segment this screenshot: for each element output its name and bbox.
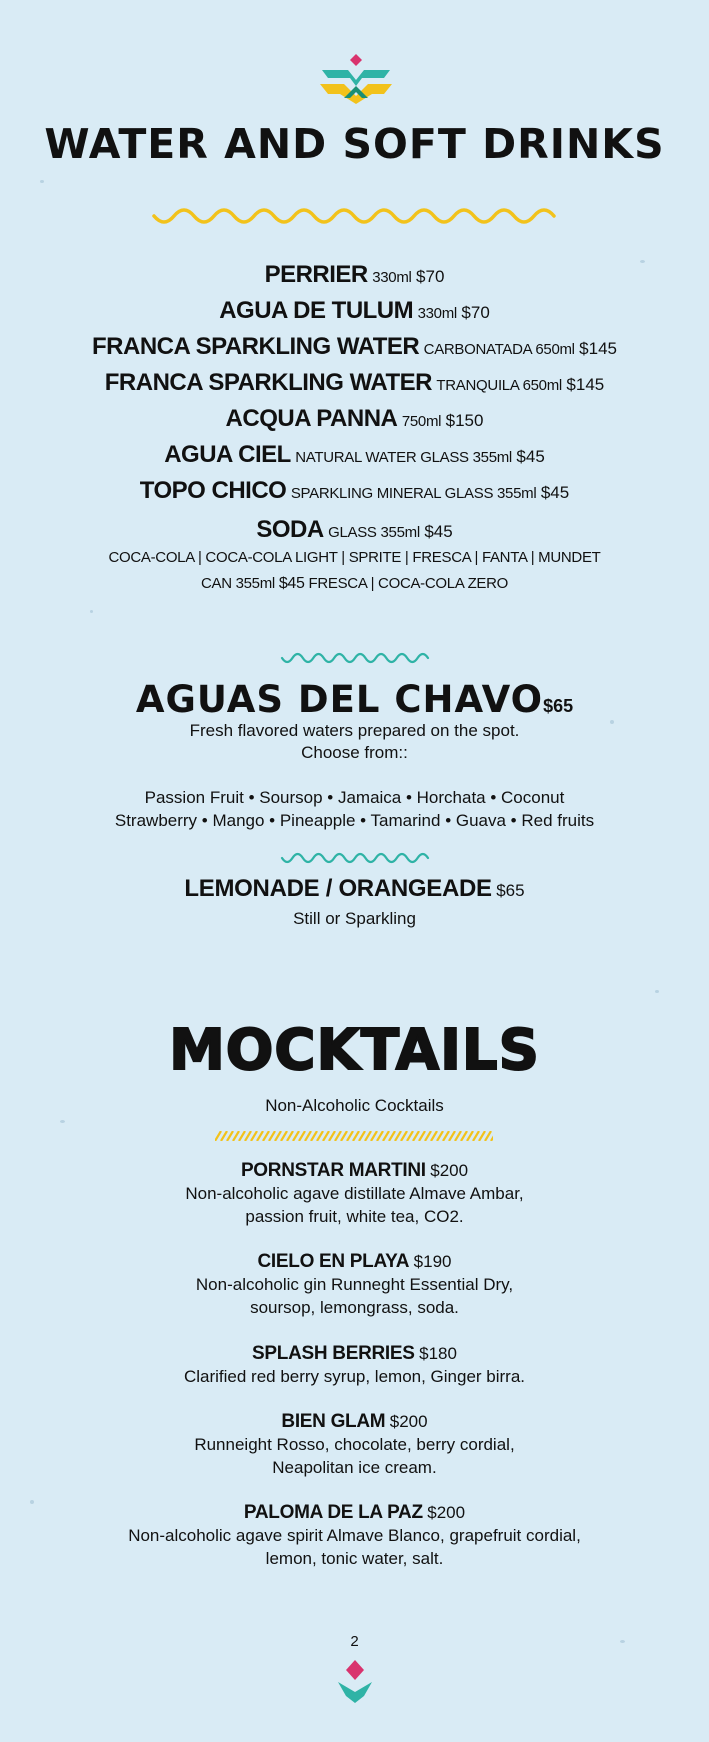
item-desc: 330ml (372, 269, 412, 286)
mocktail-desc-line: Non-alcoholic gin Runneght Essential Dry, (195, 1275, 514, 1294)
mocktail-price: $190 (413, 1252, 452, 1271)
soda-can-line (0, 571, 709, 597)
item-name: TOPO CHICO (139, 477, 287, 504)
lemonade-title: LEMONADE / ORANGEADE (184, 875, 492, 902)
aguas-desc-1: Fresh flavored waters prepared on the spot. (189, 721, 520, 740)
mocktail-desc-line: lemon, tonic water, salt. (265, 1549, 444, 1568)
aguas-flavors-1: Passion Fruit • Soursop • Jamaica • Horchata • Coconut (144, 788, 565, 807)
mocktails-title: MOCKTAILS (169, 1018, 540, 1083)
item-price: $150 (445, 411, 484, 430)
item-price: $70 (461, 303, 490, 322)
item-price: $145 (579, 339, 617, 358)
lemonade-price: $65 (496, 881, 525, 900)
background-speck (60, 1120, 65, 1123)
soda-item (0, 513, 709, 549)
aguas-price: $65 (543, 696, 574, 716)
mocktail-name: CIELO EN PLAYA (257, 1251, 410, 1272)
mocktail-desc-line: Neapolitan ice cream. (272, 1458, 437, 1477)
mocktail-name: SPLASH BERRIES (252, 1343, 415, 1364)
lemonade-desc: Still or Sparkling (293, 909, 416, 928)
soda-can-desc: CAN 355ml (200, 575, 275, 592)
item-desc: GLASS 355ml (328, 524, 420, 541)
background-speck (655, 990, 659, 993)
item-price: $45 (424, 522, 453, 541)
list-item (0, 1343, 709, 1388)
list-item (0, 294, 709, 330)
list-item (0, 1411, 709, 1479)
item-desc: 750ml (401, 413, 442, 430)
mocktail-price: $200 (427, 1503, 466, 1522)
mocktail-desc-line: passion fruit, white tea, CO2. (245, 1207, 464, 1226)
item-name: SODA (256, 516, 324, 543)
list-item (0, 438, 709, 474)
item-desc: CARBONATADA 650ml (423, 341, 575, 358)
item-desc: SPARKLING MINERAL GLASS 355ml (290, 485, 537, 502)
list-item (0, 1502, 709, 1570)
water-section-title: WATER AND SOFT DRINKS (44, 120, 665, 168)
mocktail-price: $200 (430, 1161, 469, 1180)
item-desc: TRANQUILA 650ml (436, 377, 562, 394)
background-speck (90, 610, 93, 613)
list-item (0, 330, 709, 366)
item-name: FRANCA SPARKLING WATER (92, 333, 420, 360)
mocktail-price: $200 (389, 1412, 428, 1431)
teal-wave-divider-icon (280, 652, 430, 664)
mocktail-name: BIEN GLAM (281, 1411, 386, 1432)
item-name: PERRIER (264, 261, 368, 288)
mocktail-desc-line: Clarified red berry syrup, lemon, Ginger birra. (183, 1367, 526, 1386)
list-item (0, 366, 709, 402)
mocktail-desc-line: Non-alcoholic agave spirit Almave Blanco, grapefruit cordial, (128, 1526, 581, 1545)
background-speck (40, 180, 44, 183)
item-price: $70 (416, 267, 445, 286)
item-price: $45 (516, 447, 545, 466)
item-name: AGUA CIEL (164, 441, 291, 468)
mocktail-price: $180 (419, 1344, 457, 1363)
list-item (0, 1160, 709, 1228)
item-desc: NATURAL WATER GLASS 355ml (295, 449, 512, 466)
item-name: AGUA DE TULUM (219, 297, 414, 324)
aguas-desc-2: Choose from:: (301, 743, 408, 762)
yellow-wave-divider-icon (152, 208, 556, 224)
list-item (0, 258, 709, 294)
aguas-flavors-2: Strawberry • Mango • Pineapple • Tamarind • Guava • Red fruits (114, 811, 595, 830)
list-item (0, 474, 709, 510)
yellow-hatch-divider-icon (215, 1131, 493, 1141)
mocktail-name: PALOMA DE LA PAZ (243, 1502, 423, 1523)
list-item (0, 1251, 709, 1319)
soda-brand-list: COCA-COLA | COCA-COLA LIGHT | SPRITE | FRESCA | FANTA | MUNDET (108, 549, 601, 566)
item-name: ACQUA PANNA (225, 405, 398, 432)
lemonade-title-line (0, 875, 709, 903)
bottom-logo-icon (336, 1658, 374, 1704)
item-name: FRANCA SPARKLING WATER (104, 369, 432, 396)
mocktail-desc-line: soursop, lemongrass, soda. (250, 1298, 459, 1317)
page-number: 2 (350, 1633, 359, 1650)
mocktails-subtitle: Non-Alcoholic Cocktails (265, 1096, 444, 1115)
top-logo-icon (318, 52, 394, 104)
mocktail-name: PORNSTAR MARTINI (240, 1160, 426, 1181)
soda-can-price: $45 (278, 575, 305, 592)
aguas-title-line (0, 678, 709, 721)
soda-can-brands: FRESCA | COCA-COLA ZERO (308, 575, 509, 592)
aguas-title: AGUAS DEL CHAVO (135, 678, 544, 721)
mocktail-desc-line: Runneight Rosso, chocolate, berry cordial, (194, 1435, 515, 1454)
list-item (0, 402, 709, 438)
water-item-list (0, 258, 709, 510)
item-price: $45 (540, 483, 570, 502)
mocktail-desc-line: Non-alcoholic agave distillate Almave Ambar, (185, 1184, 524, 1203)
item-desc: 330ml (417, 305, 457, 322)
item-price: $145 (566, 375, 605, 394)
teal-wave-divider-icon (280, 852, 430, 864)
